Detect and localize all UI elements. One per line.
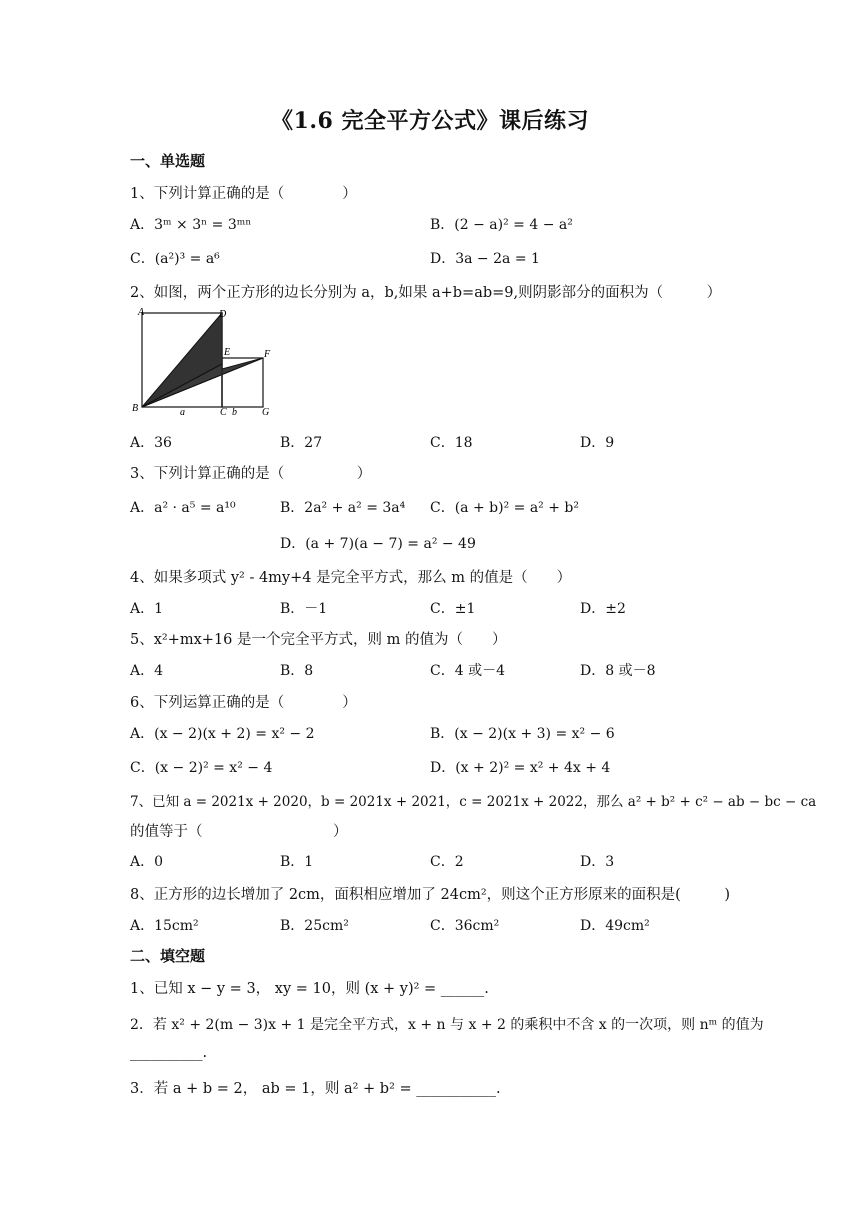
question-8-option-a: A．15cm²	[130, 918, 199, 934]
question-4-option-b: B．－1	[280, 601, 328, 617]
question-5-stem: 5、x²+mx+16 是一个完全平方式，则 m 的值为（ ）	[130, 632, 507, 648]
question-7-option-c: C．2	[430, 854, 464, 870]
question-1-option-a: A．3ᵐ × 3ⁿ = 3ᵐⁿ	[130, 217, 252, 233]
question-6-option-a: A．(x − 2)(x + 2) = x² − 2	[130, 726, 315, 742]
question-5-option-a: A．4	[130, 663, 164, 679]
question-3-option-a: A．a² · a⁵ = a¹⁰	[130, 500, 236, 516]
question-7-stem-line-1: 7、已知 a = 2021x + 2020，b = 2021x + 2021，c = 2021x + 2022，那么 a² + b² + c² − ab − bc − ca	[130, 794, 817, 810]
question-1-option-c: C．(a²)³ = a⁶	[130, 251, 220, 267]
question-2-option-a: A．36	[130, 435, 172, 451]
fill-question-2-line-2: __________.	[130, 1045, 208, 1061]
question-3-option-d: D．(a + 7)(a − 7) = a² − 49	[280, 536, 476, 552]
question-2-option-d: D．9	[580, 435, 615, 451]
question-1-stem: 1、下列计算正确的是（ ）	[130, 186, 357, 202]
question-8-option-b: B．25cm²	[280, 918, 349, 934]
figure-label-c: C	[220, 407, 227, 418]
question-7-stem-line-2: 的值等于（ ）	[130, 824, 348, 840]
section-heading-fill-in: 二、填空题	[130, 947, 206, 965]
question-5-option-b: B．8	[280, 663, 314, 679]
question-2-option-b: B．27	[280, 435, 323, 451]
question-5-option-c: C．4 或－4	[430, 663, 505, 679]
section-heading-single-choice: 一、单选题	[130, 152, 206, 170]
squares-figure	[128, 305, 288, 420]
question-6-option-d: D．(x + 2)² = x² + 4x + 4	[430, 760, 611, 776]
question-6-stem: 6、下列运算正确的是（ ）	[130, 695, 357, 711]
question-4-option-c: C．±1	[430, 601, 476, 617]
figure-label-side-a: a	[180, 407, 185, 418]
fill-question-1: 1、已知 x − y = 3， xy = 10，则 (x + y)² = ______.	[130, 981, 489, 997]
figure-label-g: G	[262, 407, 270, 418]
question-4-stem: 4、如果多项式 y² - 4my+4 是完全平方式，那么 m 的值是（ ）	[130, 570, 572, 586]
figure-label-d: D	[219, 309, 227, 320]
figure-label-e: E	[224, 347, 231, 358]
question-8-stem: 8、正方形的边长增加了 2cm，面积相应增加了 24cm²，则这个正方形原来的面积是( )	[130, 887, 730, 903]
question-2-option-c: C．18	[430, 435, 473, 451]
question-3-option-b: B．2a² + a² = 3a⁴	[280, 500, 406, 516]
question-1-option-b: B．(2 − a)² = 4 − a²	[430, 217, 573, 233]
figure-label-a: A	[138, 307, 145, 318]
fill-question-2-line-1: 2．若 x² + 2(m − 3)x + 1 是完全平方式，x + n 与 x + 2 的乘积中不含 x 的一次项，则 nᵐ 的值为	[130, 1017, 764, 1033]
figure-label-f: F	[264, 349, 271, 360]
question-7-option-b: B．1	[280, 854, 314, 870]
figure-label-side-b: b	[232, 407, 237, 418]
question-6-option-b: B．(x − 2)(x + 3) = x² − 6	[430, 726, 615, 742]
question-1-option-d: D．3a − 2a = 1	[430, 251, 540, 267]
question-3-option-c: C．(a + b)² = a² + b²	[430, 500, 579, 516]
question-8-option-d: D．49cm²	[580, 918, 650, 934]
page-title: 《1.6 完全平方公式》课后练习	[271, 108, 589, 134]
question-7-option-a: A．0	[130, 854, 164, 870]
figure-label-b: B	[132, 403, 139, 414]
question-2-stem: 2、如图，两个正方形的边长分别为 a，b,如果 a+b=ab=9,则阴影部分的面积为（ ）	[130, 285, 722, 301]
fill-question-3: 3．若 a + b = 2， ab = 1，则 a² + b² = ___________.	[130, 1081, 501, 1097]
question-8-option-c: C．36cm²	[430, 918, 500, 934]
question-7-option-d: D．3	[580, 854, 615, 870]
question-6-option-c: C．(x − 2)² = x² − 4	[130, 760, 273, 776]
question-4-option-d: D．±2	[580, 601, 626, 617]
question-4-option-a: A．1	[130, 601, 164, 617]
question-3-stem: 3、下列计算正确的是（ ）	[130, 466, 372, 482]
question-5-option-d: D．8 或－8	[580, 663, 656, 679]
